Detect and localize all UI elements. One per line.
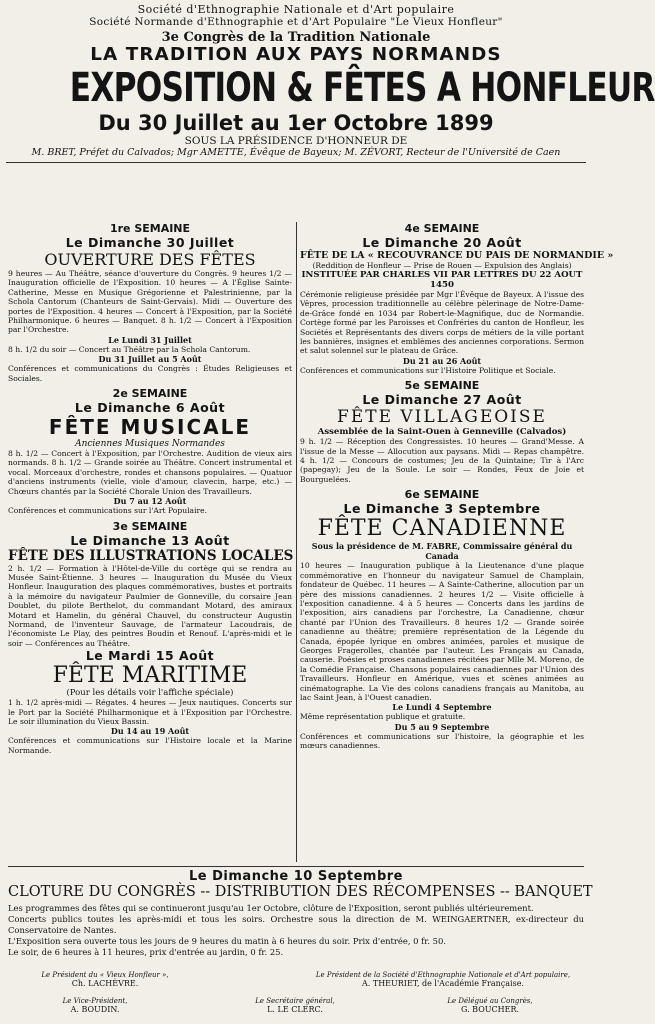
week-5-subtitle: Assemblée de la Saint-Ouen à Genneville (Calvados) [317,427,567,438]
signature-4-name: L. LE CLERC. [267,1005,323,1014]
congress-title: 3e Congrès de la Tradition Nationale [161,30,431,45]
week-6-program: 10 heures — Inauguration publique à la Lieutenance d'une plaque commémorative en l'honneur du navigateur Samuel de Champlain, fondateur de Québec. 11 heures — A Sainte-Catherine, allocution par un père des missions canadiennes. 2 heures 1/2 — Visite officielle à l'exposition canadienne. 4 à 5 heures — Concerts dans les jardins de l'exposition, airs canadiens par l'orchestre, La Canadienne, chœur chanté par l'Union des Travailleurs. 8 heures 1/2 — Grande soirée canadienne au théâtre; première représentation de la Légende du Canada, épopée lyrique en ombres animées, paroles et musique de Georges Fragerolles, chantée par l'auteur. Les Français au Canada, causerie. Poésies et proses canadiennes récitées par Mlle M. Moreno, de la Comédie Française. Chansons populaires canadiennes par l'Union des Travailleurs. Honfleur en Amérique, vues et scènes animées au cinématographe. La Vie des colons canadiens français au Manitoba, au lac Saint Jean, à l'Ouest canadien. [300,561,584,702]
week-6-conferences: Conférences et communications sur l'histoire, la géographie et les mœurs canadiennes. [300,731,584,751]
week-5-title: FÊTE VILLAGEOISE [337,407,547,428]
week-6-title: FÊTE CANADIENNE [317,516,567,542]
right-column [300,222,614,864]
footer-note-hours: L'Exposition sera ouverte tous les jours de 9 heures du matin à 6 heures du soir. Prix d'entrée, 0 fr. 50. [8,936,446,946]
week-3-conferences: Conférences et communications sur l'Histoire locale et la Marine Normande. [8,736,292,755]
event-dates: Du 30 Juillet au 1er Octobre 1899 [98,111,494,135]
signature-5-title: Le Délégué au Congrès, [447,997,533,1005]
signature-president-societe [300,970,586,988]
week-2-subtitle: Anciennes Musiques Normandes [75,439,225,450]
week-4-label: 4e SEMAINE [404,222,480,235]
week-4-title: FÊTE DE LA « RECOUVRANCE DU PAIS DE NORMANDIE » [300,250,614,261]
footer-note-evening: Le soir, de 6 heures à 11 heures, prix d'entrée au jardin, 0 fr. 25. [8,947,284,957]
week-4-range: Du 21 au 26 Août [402,355,482,366]
week-2-range: Du 7 au 12 Août [113,496,187,507]
left-column [8,222,292,864]
week-2-title: FÊTE MUSICALE [48,415,252,440]
honorary-presidents: M. BRET, Préfet du Calvados; Mgr AMETTE, Évêque de Bayeux; M. ZÉVORT, Recteur de l'Université de Caen [6,147,586,163]
signature-president-vieux-honfleur [10,970,200,988]
week-6-monday-program: Même représentation publique et gratuite. [300,712,466,722]
footer-note-programs: Les programmes des fêtes qui se continueront jusqu'au 1er Octobre, clôture de l'Exposition, seront publiés ultérieurement. [8,903,534,913]
week-2-conferences: Conférences et communications sur l'Art Populaire. [8,506,208,516]
week-1-conferences: Conférences et communications du Congrès : Études Religieuses et Sociales. [8,364,292,383]
signature-vice-president [10,996,180,1014]
week-4-subtitle: (Reddition de Honfleur — Prise de Rouen — Expulsion des Anglais) [312,261,572,270]
week-1-label: 1re SEMAINE [109,222,191,235]
week-5-date: Le Dimanche 27 Août [362,392,522,408]
week-3-tuesday: Le Mardi 15 Août [85,648,215,664]
week-1-monday: Le Lundi 31 Juillet [108,334,192,345]
week-3-maritime-note: (Pour les détails voir l'affiche spéciale) [66,688,234,699]
week-4-date: Le Dimanche 20 Août [362,235,522,250]
program-columns [8,222,614,864]
week-3-maritime-title: FÊTE MARITIME [52,663,248,689]
week-6-monday: Le Lundi 4 Septembre [392,702,492,713]
week-5-program: 9 h. 1/2 — Réception des Congressistes. 10 heures — Grand'Messe. A l'issue de la Messe — Allocution aux paysans. Midi — Repas champêtre. 4 h. 1/2 — Concours de costumes; Jeu de la Quintaine; Tir à l'Arc (papegay); Jeu de la Soule. Le soir — Rondes, Feux de Joie et Bourguelées. [300,437,584,484]
signature-3-title: Le Vice-Président, [62,997,128,1005]
week-3-maritime-program: 1 h. 1/2 après-midi — Régates. 4 heures — Jeux nautiques. Concerts sur le Port par la Société Philharmonique et à l'Exposition par l'Orchestre. Le soir illumination du Vieux Bassin. [8,698,292,726]
signature-5-name: G. BOUCHER. [460,1005,520,1014]
signature-3-name: A. BOUDIN. [70,1005,120,1014]
society-line-1: Société d'Ethnographie Nationale et d'Art populaire [137,3,455,16]
week-3-range: Du 14 au 19 Août [110,726,190,737]
week-6-date: Le Dimanche 3 Septembre [343,501,541,517]
week-3-title: FÊTE DES ILLUSTRATIONS LOCALES [8,547,294,564]
signature-2-title: Le Président de la Société d'Ethnographie Nationale et d'Art populaire, [315,971,571,979]
week-4-charter: INSTITUÉE PAR CHARLES VII PAR LETTRES DU 22 AOUT 1450 [301,270,583,290]
week-4-program: Cérémonie religieuse présidée par Mgr l'Évêque de Bayeux. A l'issue des Vêpres, procession traditionnelle au célèbre pèlerinage de Notre-Dame-de-Grâce fondé en 1034 par Robert-le-Magnifique, duc de Normandie. Cortège formé par les Paroisses et Confréries du canton de Honfleur, les Sociétés et Représentants des divers corps de métiers de la ville portant les bannières, insignes et emblèmes des anciennes corporations. Sermon et salut solennel sur le plateau de Grâce. [300,290,584,356]
week-3-program: 2 h. 1/2 — Formation à l'Hôtel-de-Ville du cortège qui se rendra au Musée Saint-Étienne. 3 heures — Inauguration du Musée du Vieux Honfleur. Inauguration des plaques commémoratives, bustes et portraits à la mémoire du navigateur Paulmier de Gonneville, du corsaire Jean Doublet, du pilote Berthelot, du commandant Motard, des amiraux Motard et Hamelin, du général Chauvel, du constructeur Augustin Normand, de l'inventeur Sauvage, de l'armateur Lacoudrais, de l'économiste Le Play, des peintres Boudin et Renouf. L'après-midi et le soir — Conférences au Théâtre. [8,563,292,648]
society-line-2: Société Normande d'Ethnographie et d'Art Populaire "Le Vieux Honfleur" [89,16,503,28]
week-5-label: 5e SEMAINE [404,379,480,393]
signature-4-title: Le Secrétaire général, [255,997,335,1005]
week-3-label: 3e SEMAINE [112,519,188,533]
week-2-date: Le Dimanche 6 Août [74,400,226,416]
week-6-range: Du 5 au 9 Septembre [394,721,490,732]
week-3-date: Le Dimanche 13 Août [70,532,230,548]
week-1-title: OUVERTURE DES FÊTES [44,250,256,269]
signature-1-name: Ch. LACHÈVRE. [71,979,139,988]
poster-header [6,3,655,163]
week-2-label: 2e SEMAINE [112,387,188,401]
main-title: EXPOSITION & FÊTES A HONFLEUR [69,65,655,111]
week-6-subtitle: Sous la présidence de M. FABRE, Commissaire général du Canada [311,541,573,562]
closing-date: Le Dimanche 10 Septembre [189,869,403,884]
presidency-label: SOUS LA PRÉSIDENCE D'HONNEUR DE [184,135,408,147]
week-2-program: 8 h. 1/2 — Concert à l'Exposition, par l'Orchestre. Audition de vieux airs normands. 8 h. 1/2 — Grande soirée au Théâtre. Concert instrumental et vocal. Morceaux d'orchestre, rondes et chansons populaires. — Quatuor d'anciens instruments (vielle, viole d'amour, clavecin, harpe, etc.) — Chœurs chantés par la Société Chorale Union des Travailleurs. [8,449,292,496]
column-divider [296,222,297,862]
poster-footer [8,866,593,958]
signature-2-name: A. THEURIET, de l'Académie Française. [362,979,524,988]
signature-1-title: Le Président du « Vieux Honfleur », [41,971,169,979]
week-6-label: 6e SEMAINE [404,488,480,502]
week-1-range: Du 31 Juillet au 5 Août [98,354,202,365]
week-1-program: 9 heures — Au Théâtre, séance d'ouverture du Congrès. 9 heures 1/2 — Inauguration officielle de l'Exposition. 10 heures — A l'Église Sainte-Catherine, Messe en Musique Grégorienne et Palestrinienne, par la Schola Cantorum (Chanteurs de Saint-Gervais). Midi — Ouverture des portes de l'Exposition. 4 heures — Concert à l'Exposition, par la Société Philharmonique. 6 heures — Banquet. 8 h. 1/2 — Concert à l'Exposition par l'Orchestre. [8,269,292,335]
footer-note-concerts: Concerts publics toutes les après-midi et tous les soirs. Orchestre sous la direction de M. WEINGAERTNER, ex-directeur du Conservatoire de Nantes. [8,914,584,935]
signature-secretary [210,996,380,1014]
tradition-title: LA TRADITION AUX PAYS NORMANDS [90,45,502,65]
week-1-monday-program: 8 h. 1/2 du soir — Concert au Théâtre par la Schola Cantorum. [8,344,251,354]
signature-delegate [400,996,580,1014]
closing-title: CLOTURE DU CONGRÈS -- DISTRIBUTION DES RÉCOMPENSES -- BANQUET [8,884,593,900]
week-1-date: Le Dimanche 30 Juillet [65,235,235,250]
week-4-conferences: Conférences et communications sur l'Histoire Politique et Sociale. [300,365,556,375]
